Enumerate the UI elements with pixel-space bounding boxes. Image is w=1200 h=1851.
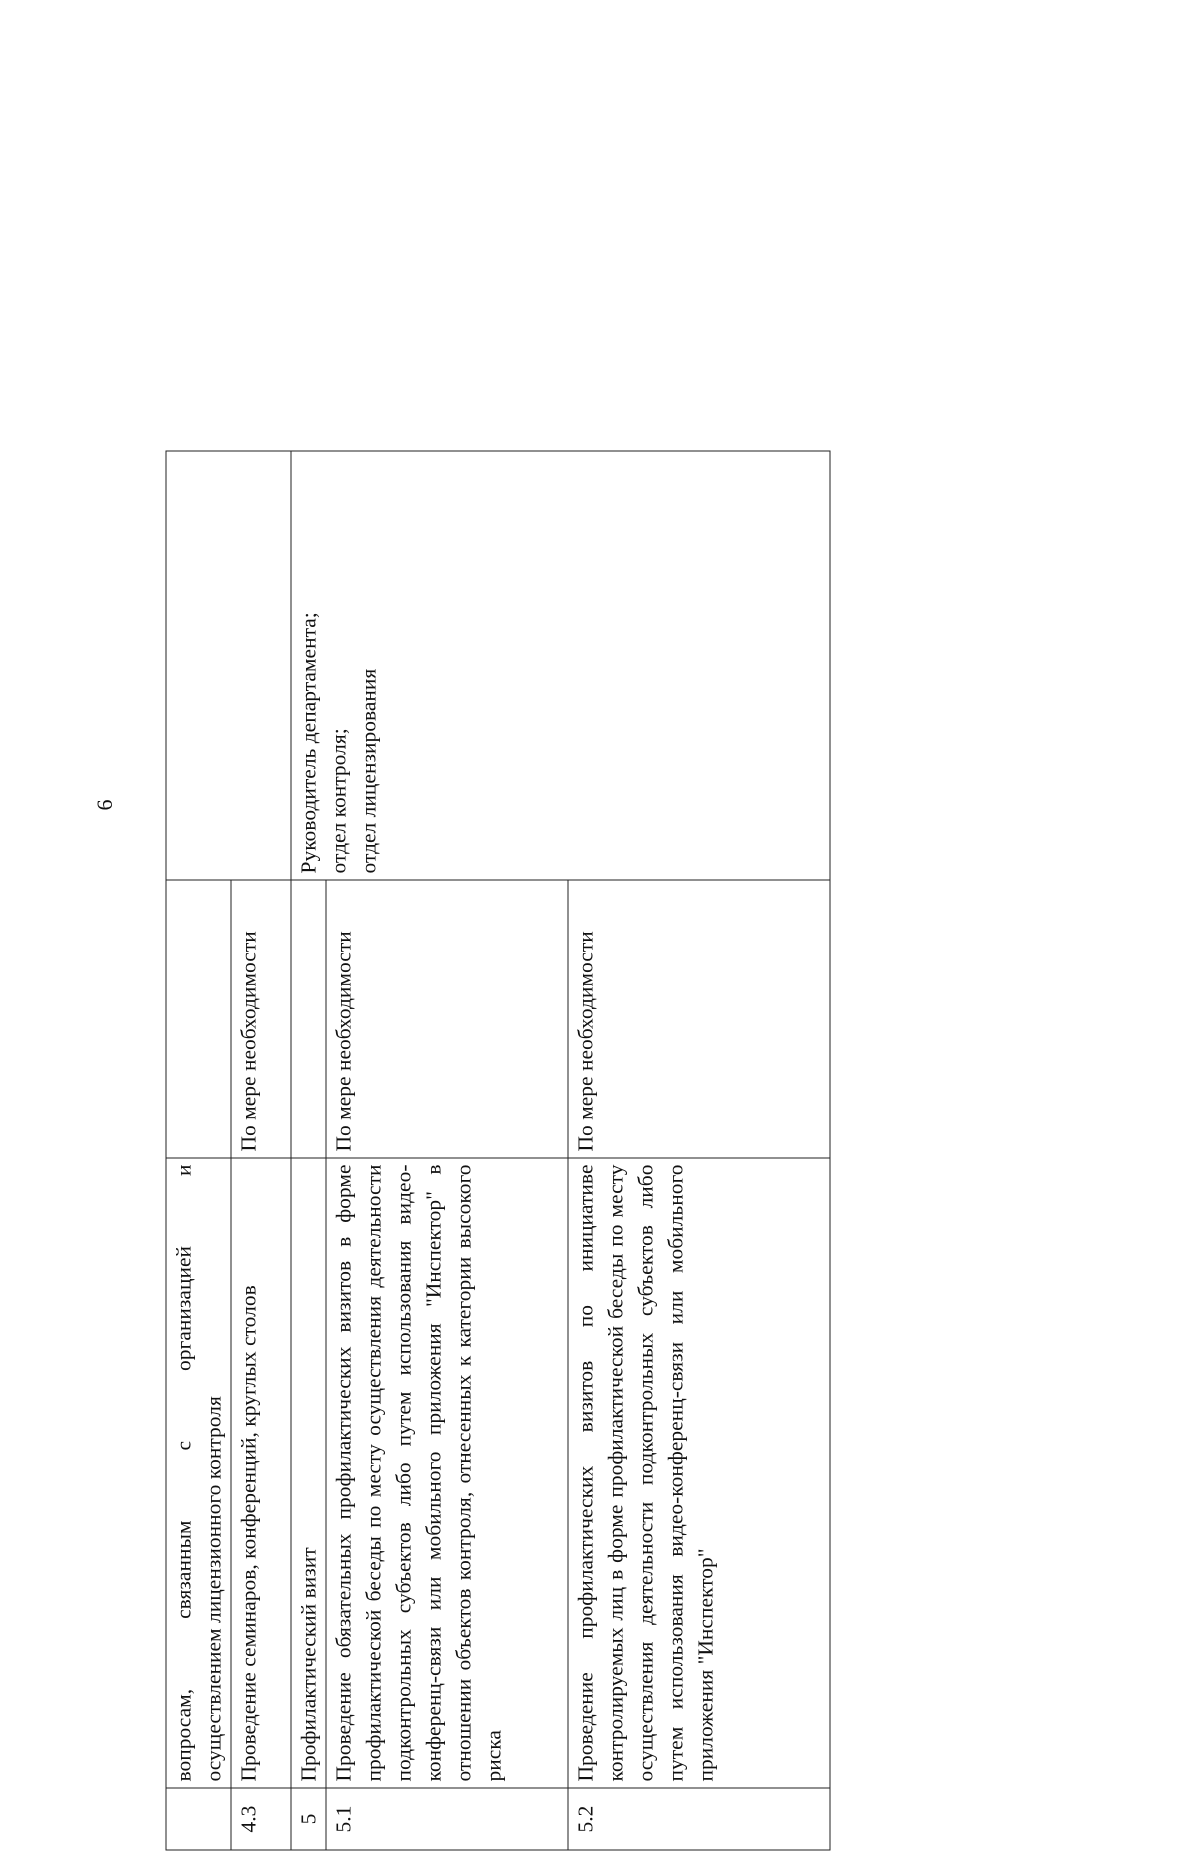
row-number-cell: 5.1 (326, 1788, 568, 1850)
description-cell: Проведение семинаров, конференций, круглых столов (231, 1158, 291, 1788)
page-number: 6 (92, 799, 117, 811)
row-number-cell: 5 (291, 1788, 326, 1850)
responsible-line: отдел лицензирования (356, 668, 381, 874)
description-cell: Профилактический визит (291, 1158, 326, 1788)
plan-table (166, 451, 831, 1851)
table-row (166, 451, 231, 1850)
description-cell: Проведение профилактических визитов по инициативе контролируемых лиц в форме профилактической беседы по месту осуществления деятельности подконтрольных субъектов либо путем использования видео-конференц-связи или мобильного приложения "Инспектор" (568, 1158, 830, 1788)
description-cell (166, 1158, 231, 1788)
table-row (291, 451, 326, 1850)
due-cell: По мере необходимости (326, 880, 568, 1158)
due-cell: По мере необходимости (231, 880, 291, 1158)
row-number-cell (166, 1788, 231, 1850)
description-line: вопросам, связанным с организацией и (171, 1164, 196, 1782)
responsible-cell (166, 451, 291, 880)
row-number-cell: 5.2 (568, 1788, 830, 1850)
row-number-cell: 4.3 (231, 1788, 291, 1850)
description-line: осуществлением лицензионного контроля (201, 1396, 226, 1782)
due-cell (166, 880, 231, 1158)
responsible-line: отдел контроля; (326, 728, 351, 874)
due-cell: По мере необходимости (568, 880, 830, 1158)
due-cell (291, 880, 326, 1158)
responsible-line: Руководитель департамента; (296, 612, 321, 874)
responsible-cell (291, 451, 830, 880)
rotated-table-wrapper (166, 451, 831, 1851)
description-cell: Проведение обязательных профилактических визитов в форме профилактической беседы по месту осуществления деятельности подконтрольных субъектов либо путем использования видео-конференц-связи или мобильного приложения "Инспектор" в отношении объектов контроля, отнесенных к категории высокого риска (326, 1158, 568, 1788)
